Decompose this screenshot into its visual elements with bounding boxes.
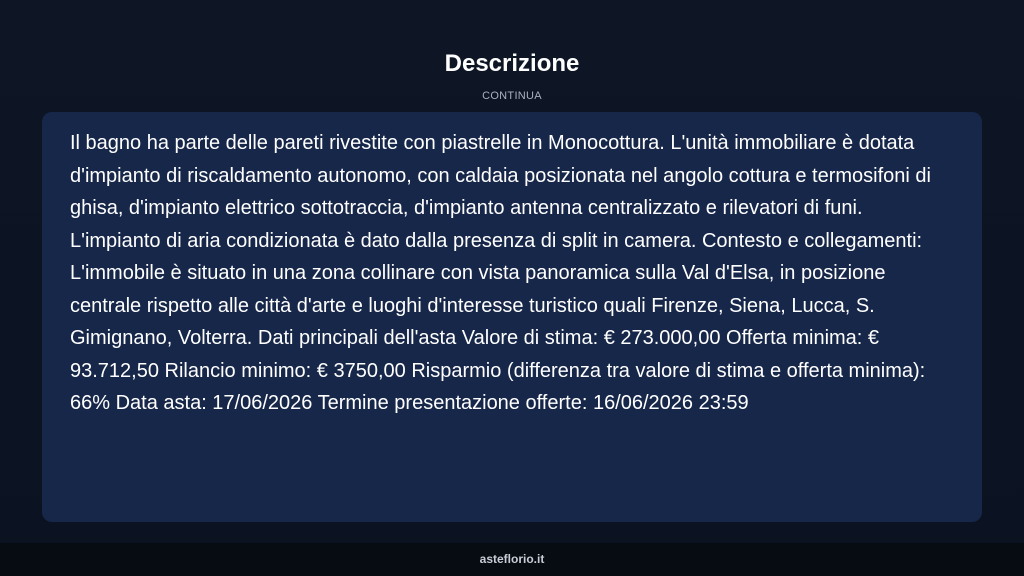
site-link[interactable]: asteflorio.it: [479, 552, 545, 566]
description-card: [42, 112, 982, 522]
continue-label: CONTINUA: [482, 90, 542, 102]
page-title: Descrizione: [444, 50, 580, 77]
footer-bar: [0, 543, 1024, 576]
description-text: Il bagno ha parte delle pareti rivestite con piastrelle in Monocottura. L'unità immobiliare è dotata d'impianto di riscaldamento autonomo, con caldaia posizionata nel angolo cottura e termosifoni di ghisa, d'impianto elettrico sottotraccia, d'impianto antenna centralizzato e rilevatori di funi. L'impianto di aria condizionata è dato dalla presenza di split in camera. Contesto e collegamenti: L'immobile è situato in una zona collinare con vista panoramica sulla Val d'Elsa, in posizione centrale rispetto alle città d'arte e luoghi d'interesse turistico quali Firenze, Siena, Lucca, S. Gimignano, Volterra. Dati principali dell'asta Valore di stima: € 273.000,00 Offerta minima: € 93.712,50 Rilancio minimo: € 3750,00 Risparmio (differenza tra valore di stima e offerta minima): 66% Data asta: 17/06/2026 Termine presentazione offerte: 16/06/2026 23:59: [70, 132, 931, 414]
